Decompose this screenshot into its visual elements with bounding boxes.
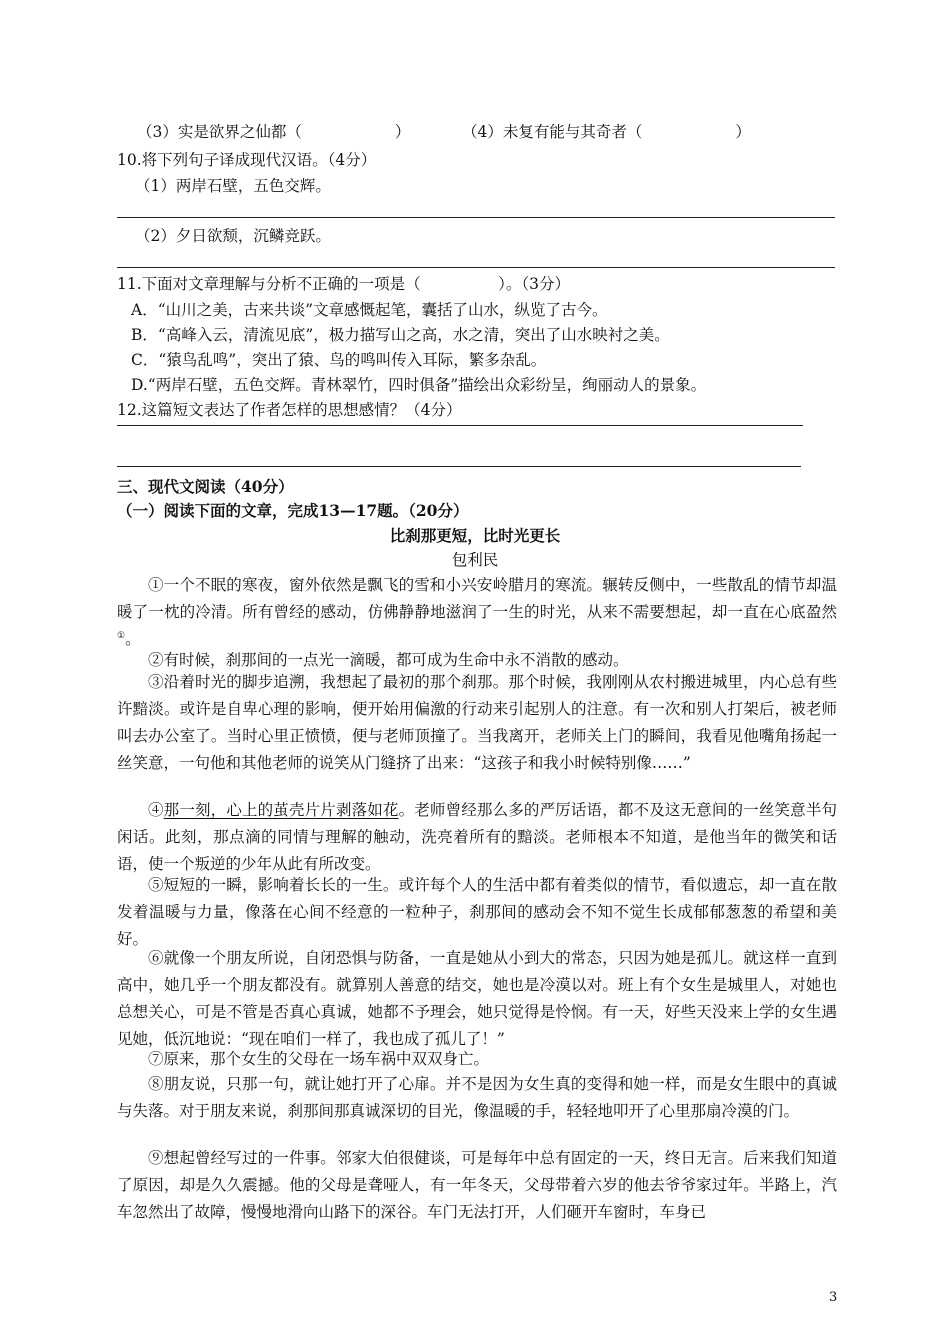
paragraph-4: ④那一刻，心上的茧壳片片剥落如花。老师曾经那么多的严厉话语，都不及这无意间的一丝笑意半句闲话。此刻，那点滴的同情与理解的触动，洗亮着所有的黯淡。老师根本不知道，是他当年的微笑和话语，使一个叛逆的少年从此有所改变。 — [117, 801, 837, 873]
q11-option-d: D.“两岸石壁，五色交辉。青林翠竹，四时俱备”描绘出众彩纷呈，绚丽动人的景象。 — [131, 376, 707, 394]
paragraph-3: ③沿着时光的脚步追溯，我想起了最初的那个刹那。那个时候，我刚刚从农村搬进城里，内心总有些许黯淡。或许是自卑心理的影响，便开始用偏激的行动来引起别人的注意。有一次和别人打架后，被老师叫去办公室了。当时心里正愤愤，便与老师顶撞了。当我离开，老师关上门的瞬间，我看见他嘴角扬起一丝笑意，一句他和其他老师的说笑从门缝挤了出来：“这孩子和我小时候特别像……” — [117, 673, 837, 772]
q12-stem: 12.这篇短文表达了作者怎样的思想感情？（4分） — [117, 401, 462, 419]
answer-line[interactable] — [117, 267, 835, 268]
answer-line[interactable] — [117, 425, 803, 426]
q10-sentence-1: （1）两岸石壁，五色交辉。 — [135, 177, 331, 195]
paragraph-1: ①一个不眠的寒夜，窗外依然是飘飞的雪和小兴安岭腊月的寒流。辗转反侧中，一些散乱的情节却温暖了一枕的冷清。所有曾经的感动，仿佛静静地滋润了一生的时光，从来不需要想起，却一直在心底盈然①。 — [117, 576, 837, 648]
paragraph-5: ⑤短短的一瞬，影响着长长的一生。或许每个人的生活中都有着类似的情节，看似遗忘，却一直在散发着温暖与力量，像落在心间不经意的一粒种子，刹那间的感动会不知不觉生长成郁郁葱葱的希望和美好。 — [117, 876, 837, 948]
subsection-heading: （一）阅读下面的文章，完成13—17题。（20分） — [117, 501, 469, 520]
q11-option-c: C．“猿鸟乱鸣”，突出了猿、鸟的鸣叫传入耳际，繁多杂乱。 — [131, 351, 547, 369]
article-title: 比刹那更短，比时光更长 — [389, 526, 561, 545]
answer-line[interactable] — [117, 217, 835, 218]
q9-item-3: （3）实是欲界之仙都（ ） — [137, 123, 411, 141]
q9-item-4: （4）未复有能与其奇者（ ） — [462, 123, 751, 141]
section-heading: 三、现代文阅读（40分） — [117, 477, 294, 496]
paragraph-7: ⑦原来，那个女生的父母在一场车祸中双双身亡。 — [148, 1050, 490, 1068]
paragraph-6: ⑥就像一个朋友所说，自闭恐惧与防备，一直是她从小到大的常态，只因为她是孤儿。就这样一直到高中，她几乎一个朋友都没有。就算别人善意的结交，她也是冷漠以对。班上有个女生是城里人，对她也总想关心，可是不管是否真心真诚，她都不予理会，她只觉得是怜悯。有一天，好些天没来上学的女生遇见她，低沉地说：“现在咱们一样了，我也成了孤儿了！” — [117, 949, 837, 1048]
paragraph-8: ⑧朋友说，只那一句，就让她打开了心扉。并不是因为女生真的变得和她一样，而是女生眼中的真诚与失落。对于朋友来说，刹那间那真诚深切的目光，像温暖的手，轻轻地叩开了心里那扇冷漠的门。 — [117, 1075, 837, 1120]
q11-option-b: B．“高峰入云，清流见底”，极力描写山之高，水之清，突出了山水映衬之美。 — [131, 326, 670, 344]
underlined-sentence: 那一刻，心上的茧壳片片剥落如花 — [163, 801, 399, 819]
footnote-marker: ① — [117, 630, 126, 641]
q10-stem: 10.将下列句子译成现代汉语。（4分） — [117, 151, 377, 169]
paragraph-9: ⑨想起曾经写过的一件事。邻家大伯很健谈，可是每年中总有固定的一天，终日无言。后来我们知道了原因，却是久久震撼。他的父母是聋哑人，有一年冬天，父母带着六岁的他去爷爷家过年。半路上，汽车忽然出了故障，慢慢地滑向山路下的深谷。车门无法打开，人们砸开车窗时，车身已 — [117, 1149, 837, 1221]
q11-option-a: A．“山川之美，古来共谈”文章感慨起笔，囊括了山水，纵览了古今。 — [131, 301, 608, 319]
q10-sentence-2: （2）夕日欲颓，沉鳞竞跃。 — [135, 227, 331, 245]
page-number: 3 — [829, 1290, 838, 1305]
paragraph-2: ②有时候，刹那间的一点光一滴暖，都可成为生命中永不消散的感动。 — [148, 651, 629, 669]
article-author: 包利民 — [451, 551, 499, 569]
answer-line[interactable] — [117, 466, 801, 467]
q11-stem: 11.下面对文章理解与分析不正确的一项是（ ）。（3分） — [117, 275, 571, 293]
